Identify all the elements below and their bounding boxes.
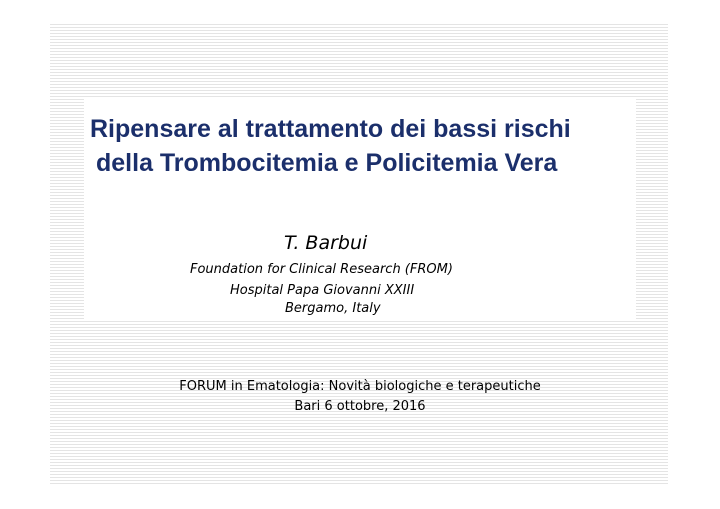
affiliation-hospital: Hospital Papa Giovanni XXIII	[230, 283, 415, 298]
event-info	[128, 377, 592, 417]
event-name: FORUM in Ematologia: Novità biologiche e terapeutiche	[179, 379, 541, 394]
slide-title	[90, 112, 650, 180]
title-line-1: Ripensare al trattamento dei bassi rischi	[90, 115, 571, 143]
affiliation-city: Bergamo, Italy	[285, 301, 381, 316]
event-date: Bari 6 ottobre, 2016	[294, 399, 426, 414]
affiliation-foundation: Foundation for Clinical Research (FROM)	[190, 262, 453, 277]
author-name: T. Barbui	[284, 232, 368, 254]
title-line-2: della Trombocitemia e Policitemia Vera	[96, 149, 558, 177]
